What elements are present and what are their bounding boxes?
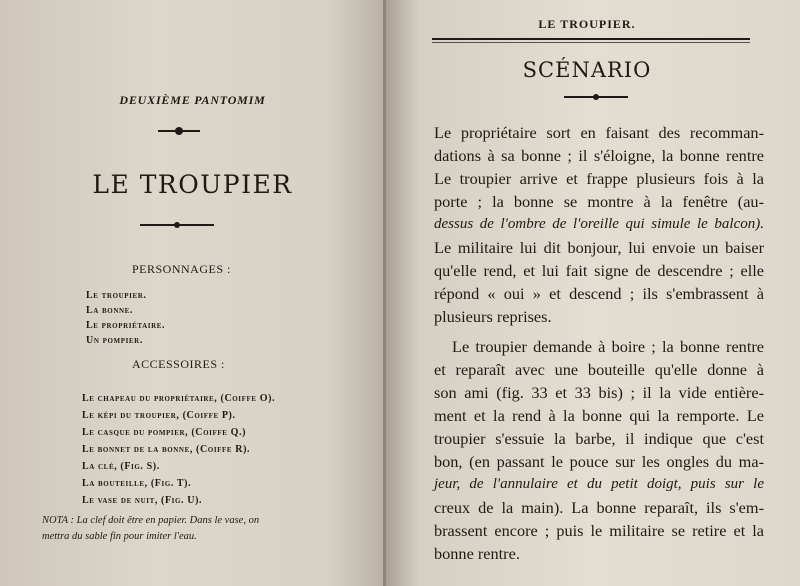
footnote-line: NOTA : La clef doit être en papier. Dans le vase, on bbox=[42, 515, 260, 526]
text-line: dessus de l'ombre de l'oreille qui simule le balcon). bbox=[434, 216, 764, 232]
paragraph-1 bbox=[434, 121, 764, 328]
list-item: La bouteille, (Fig. T). bbox=[82, 478, 192, 489]
list-item: La clé, (Fig. S). bbox=[82, 461, 160, 472]
running-head: LE TROUPIER. bbox=[538, 17, 636, 31]
header-rule bbox=[432, 42, 750, 43]
text-line: porte ; la bonne se montre à la fenêtre (au- bbox=[434, 192, 764, 211]
list-item: Un pompier. bbox=[86, 335, 143, 346]
text-line: Le troupier arrive et frappe plusieurs fois à la bbox=[434, 169, 764, 188]
list-item: Le troupier. bbox=[86, 290, 147, 301]
pretitle: DEUXIÈME PANTOMIM bbox=[119, 93, 266, 107]
text-line: brassent encore ; puis le militaire se retire et la bbox=[434, 521, 764, 540]
section-title: SCÉNARIO bbox=[522, 58, 652, 82]
text-line: dations à sa bonne ; il s'éloigne, la bonne rentre bbox=[434, 146, 764, 165]
text-line: plusieurs reprises. bbox=[434, 307, 552, 326]
text-line: Le troupier demande à boire ; la bonne rentre bbox=[452, 337, 764, 356]
accessoires-heading: ACCESSOIRES : bbox=[132, 357, 225, 371]
text-line: jeur, de l'annulaire et du petit doigt, puis sur le bbox=[434, 476, 764, 492]
accessoires-list bbox=[82, 390, 275, 509]
header-rule bbox=[432, 38, 750, 40]
text-line: son ami (fig. 33 et 33 bis) ; il la vide entière- bbox=[434, 383, 764, 402]
text-line: bon, (en passant le pouce sur les ongles du ma- bbox=[434, 452, 764, 471]
text-line: bonne rentre. bbox=[434, 544, 520, 563]
text-line: Le propriétaire sort en faisant des recomman- bbox=[434, 123, 764, 142]
list-item: Le propriétaire. bbox=[86, 320, 166, 331]
text-line: ment et la rend à la bonne qui la remporte. Le bbox=[434, 406, 764, 425]
paragraph-2 bbox=[434, 335, 764, 565]
text-line: creux de la main). La bonne reparaît, ils s'em- bbox=[434, 498, 764, 517]
ornament-rule bbox=[140, 220, 214, 230]
ornament-rule bbox=[158, 126, 200, 136]
text-line: Le militaire lui dit bonjour, lui envoie un baiser bbox=[434, 238, 764, 257]
list-item: Le chapeau du propriétaire, (Coiffe O). bbox=[82, 393, 276, 404]
list-item: Le bonnet de la bonne, (Coiffe R). bbox=[82, 444, 251, 455]
personnages-list bbox=[86, 288, 165, 348]
text-line: qu'elle rend, et lui fait signe de descendre ; elle bbox=[434, 261, 764, 280]
ornament-rule bbox=[564, 92, 628, 102]
footnote-line: mettra du sable fin pour imiter l'eau. bbox=[42, 531, 197, 542]
text-line: et reparaît avec une bouteille qu'elle donne à bbox=[434, 360, 764, 379]
page-title: LE TROUPIER bbox=[92, 170, 293, 199]
text-line: répond « oui » et descend ; ils s'embrassent à bbox=[434, 284, 764, 303]
footnote bbox=[42, 513, 259, 545]
right-page bbox=[386, 0, 800, 586]
list-item: Le képi du troupier, (Coiffe P). bbox=[82, 410, 236, 421]
text-line: troupier s'essuie la barbe, il indique que c'est bbox=[434, 429, 764, 448]
list-item: Le casque du pompier, (Coiffe Q.) bbox=[82, 427, 247, 438]
left-page bbox=[0, 0, 385, 586]
personnages-heading: PERSONNAGES : bbox=[132, 262, 231, 276]
list-item: Le vase de nuit, (Fig. U). bbox=[82, 495, 203, 506]
list-item: La bonne. bbox=[86, 305, 134, 316]
